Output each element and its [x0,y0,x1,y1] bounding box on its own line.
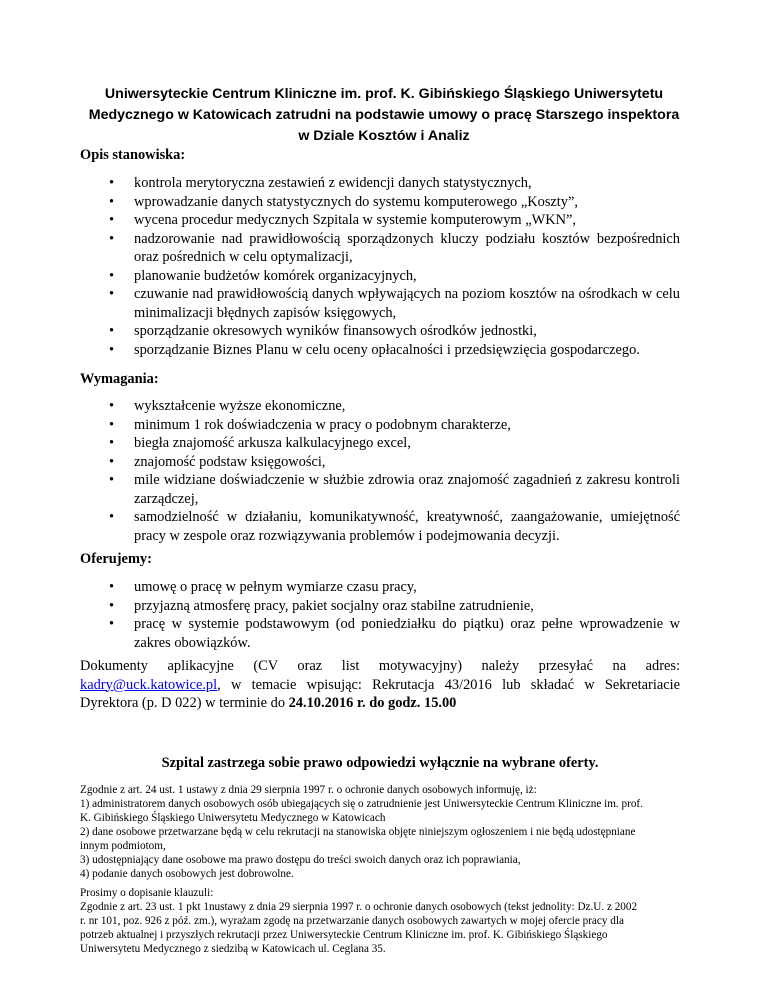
klauzula-line: potrzeb aktualnej i przyszłych rekrutacji przez Uniwersyteckie Centrum Kliniczne im. prof. K. Gibińskiego Śląskiego [80,929,608,941]
rodo-line: 2) dane osobowe przetwarzane będą w celu rekrutacji na stanowiska objęte niniejszym ogłoszeniem i nie będą udostępniane [80,826,636,838]
rodo-line: Zgodnie z art. 24 ust. 1 ustawy z dnia 29 sierpnia 1997 r. o ochronie danych osobowych informuję, iż: [80,784,537,796]
oferujemy-list [80,578,680,652]
list-item: • planowanie budżetów komórek organizacyjnych, [80,267,680,286]
dokumenty-line-1: Dokumenty aplikacyjne (CV oraz list motywacyjny) należy przesyłać na adres: [80,658,680,674]
opis-list [80,174,680,359]
oferujemy-heading: Oferujemy: [80,551,152,567]
list-item: • znajomość podstaw księgowości, [80,453,680,472]
rodo-line: 1) administratorem danych osobowych osób ubiegających się o zatrudnienie jest Uniwersyteckie Centrum Kliniczne im. prof. [80,798,643,810]
list-item: • sporządzanie okresowych wyników finansowych ośrodków jednostki, [80,322,680,341]
title-line-1: Uniwersyteckie Centrum Kliniczne im. prof. K. Gibińskiego Śląskiego Uniwersytetu [104,86,664,102]
list-item: • nadzorowanie nad prawidłowością sporządzonych kluczy podziału kosztów bezpośrednich oraz pośrednich w celu optymalizacji, [80,230,680,267]
list-item: • wprowadzanie danych statystycznych do systemu komputerowego „Koszty”, [80,193,680,212]
dokumenty-line-2 [80,676,680,695]
list-item: • kontrola merytoryczna zestawień z ewidencji danych statystycznych, [80,174,680,193]
rodo-line: K. Gibińskiego Śląskiego Uniwersytetu Medycznego w Katowicach [80,812,386,824]
list-item: • minimum 1 rok doświadczenia w pracy o podobnym charakterze, [80,416,680,435]
opis-heading: Opis stanowiska: [80,147,186,163]
dokumenty-line-2-text: , w temacie wpisując: Rekrutacja 43/2016 lub składać w Sekretariacie [217,676,680,693]
rodo-line: innym podmiotom, [80,840,166,852]
list-item: • wykształcenie wyższe ekonomiczne, [80,397,680,416]
document-title [80,84,688,147]
klauzula-line: r. nr 101, poz. 926 z póź. zm.), wyrażam zgodę na przetwarzanie danych osobowych zawartych w mojej ofercie pracy dla [80,915,624,927]
rodo-line: 3) udostępniający dane osobowe ma prawo dostępu do treści swoich danych oraz ich poprawiania, [80,854,521,866]
dokumenty-paragraph [80,657,680,713]
title-line-3: w Dziale Kosztów i Analiz [298,128,470,144]
list-item: • pracę w systemie podstawowym (od poniedziałku do piątku) oraz pełne wprowadzenie w zakres obowiązków. [80,615,680,652]
rodo-line: 4) podanie danych osobowych jest dobrowolne. [80,868,294,880]
list-item: • sporządzanie Biznes Planu w celu oceny opłacalności i przedsięwzięcia gospodarczego. [80,341,680,360]
klauzula [80,886,684,956]
email-link[interactable]: kadry@uck.katowice.pl [80,676,218,693]
list-item: • biegła znajomość arkusza kalkulacyjnego excel, [80,434,680,453]
list-item: • czuwanie nad prawidłowością danych wpływających na poziom kosztów na ośrodkach w celu minimalizacji błędnych zapisów księgowych, [80,285,680,322]
dokumenty-line-3 [80,694,680,713]
dokumenty-line-3-text: Dyrektora (p. D 022) w terminie do [80,695,289,711]
list-item: • wycena procedur medycznych Szpitala w systemie komputerowym „WKN”, [80,211,680,230]
list-item: • mile widziane doświadczenie w służbie zdrowia oraz znajomość zagadnień z zakresu kontroli zarządczej, [80,471,680,508]
klauzula-line: Prosimy o dopisanie klauzuli: [80,887,214,899]
notice: Szpital zastrzega sobie prawo odpowiedzi wyłącznie na wybrane oferty. [161,755,599,771]
rodo-info [80,783,684,881]
klauzula-line: Uniwersytetu Medycznego z siedzibą w Katowicach ul. Ceglana 35. [80,943,386,955]
deadline: 24.10.2016 r. do godz. 15.00 [288,695,457,711]
wymagania-heading: Wymagania: [80,371,159,387]
list-item: • samodzielność w działaniu, komunikatywność, kreatywność, zaangażowanie, umiejętność pracy w zespole oraz rozwiązywania problemów i podejmowania decyzji. [80,508,680,545]
klauzula-line: Zgodnie z art. 23 ust. 1 pkt 1nustawy z dnia 29 sierpnia 1997 r. o ochronie danych osobowych (tekst jednolity: Dz.U. z 2002 [80,901,638,913]
list-item: • przyjazną atmosferę pracy, pakiet socjalny oraz stabilne zatrudnienie, [80,597,680,616]
wymagania-list [80,397,680,545]
list-item: • umowę o pracę w pełnym wymiarze czasu pracy, [80,578,680,597]
title-line-2: Medycznego w Katowicach zatrudni na podstawie umowy o pracę Starszego inspektora [88,107,680,123]
